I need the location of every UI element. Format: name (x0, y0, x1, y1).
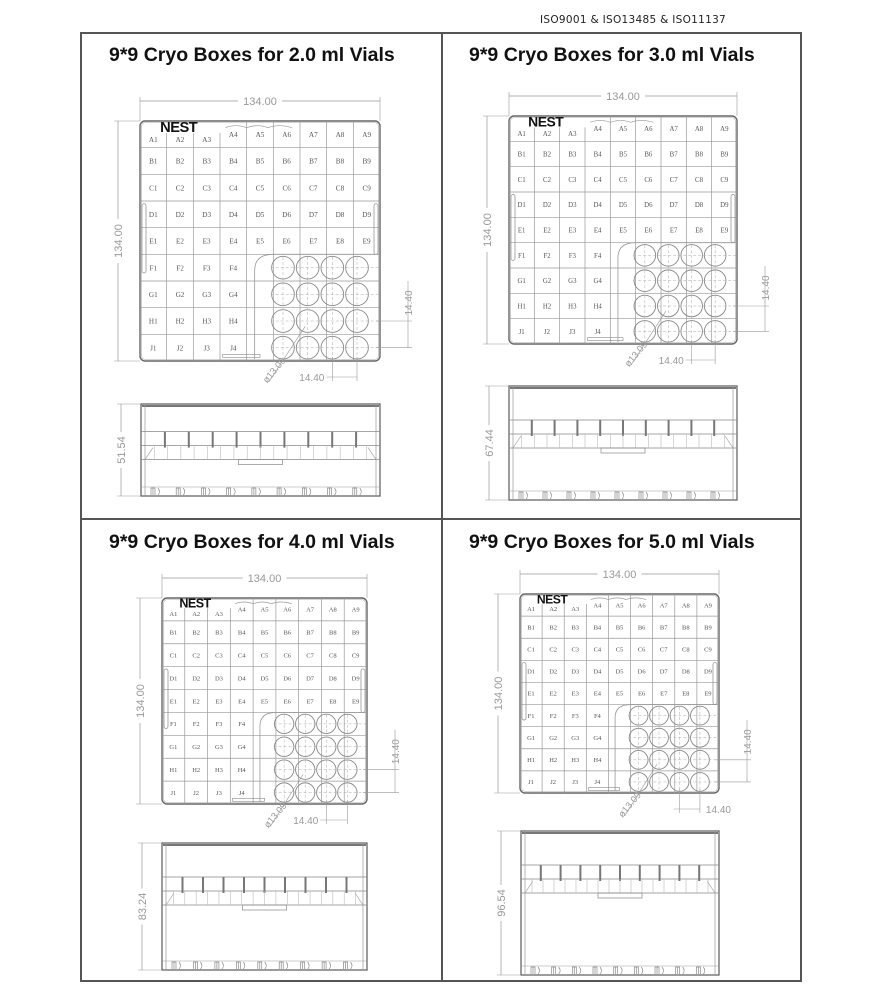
well-label: G1 (517, 278, 526, 286)
well-label: E8 (682, 690, 690, 698)
well-label: B3 (202, 157, 211, 166)
well-label: D4 (593, 668, 602, 676)
well-label: A7 (659, 602, 668, 610)
well-label: E2 (543, 227, 551, 235)
well-label: A4 (237, 606, 246, 614)
well-label: E2 (549, 690, 557, 698)
well-label: C5 (260, 652, 269, 660)
well-label: H2 (549, 757, 558, 765)
well-label: H2 (542, 303, 552, 311)
well-label: A5 (615, 602, 624, 610)
well-label: A4 (593, 126, 602, 134)
well-label: E8 (695, 227, 703, 235)
well-label: E5 (615, 690, 624, 698)
well-label: B9 (362, 157, 371, 166)
certification-caption: ISO9001 & ISO13485 & ISO11137 (540, 14, 727, 26)
well-label: C2 (549, 646, 557, 654)
well-label: A9 (362, 131, 372, 139)
well-label: C3 (568, 176, 577, 184)
brand-logo: NEST (160, 120, 198, 137)
well-label: B2 (543, 151, 551, 159)
well-label: A6 (644, 126, 653, 134)
depth-dimension: 134.00 (135, 684, 147, 718)
well-label: E6 (637, 690, 646, 698)
well-label: C5 (619, 176, 627, 184)
well-label: A9 (703, 602, 712, 610)
well-label: A7 (308, 131, 318, 139)
well-label: A1 (148, 135, 158, 144)
well-label: C3 (202, 184, 211, 193)
well-label: A4 (228, 131, 238, 139)
well-label: B2 (192, 629, 200, 637)
well-label: A4 (593, 602, 602, 610)
well-label: F3 (571, 712, 579, 720)
well-label: B9 (720, 151, 729, 159)
well-label: D4 (237, 675, 246, 683)
well-label: C1 (169, 652, 178, 660)
well-label: A3 (571, 606, 580, 614)
well-label: A9 (720, 126, 729, 134)
well-label: J4 (594, 328, 601, 336)
well-label: E7 (309, 237, 318, 246)
well-label: C3 (571, 646, 580, 654)
well-label: C4 (593, 646, 602, 654)
well-label: E4 (593, 227, 602, 235)
well-label: C2 (192, 652, 200, 660)
well-label: F4 (593, 712, 601, 720)
well-label: C2 (175, 184, 185, 193)
panel-title-4ml: 9*9 Cryo Boxes for 4.0 ml Vials (109, 531, 395, 553)
diameter-dimension: ø13.09 (262, 800, 290, 831)
panel-title-2ml: 9*9 Cryo Boxes for 2.0 ml Vials (109, 44, 395, 66)
well-label: E8 (336, 237, 344, 246)
width-dimension: 134.00 (247, 573, 282, 585)
well-label: C1 (527, 646, 535, 654)
well-label: D3 (568, 202, 577, 210)
well-label: A2 (549, 606, 558, 614)
well-label: H3 (214, 766, 223, 774)
well-label: D6 (644, 202, 653, 210)
well-label: D8 (681, 668, 690, 676)
well-label: C7 (306, 652, 314, 660)
pitch-vertical-dimension: 14.40 (391, 739, 402, 765)
well-label: D8 (328, 675, 337, 683)
well-label: D3 (571, 668, 580, 676)
well-label: G2 (542, 278, 552, 286)
well-label: J1 (150, 344, 157, 353)
well-label: F2 (176, 264, 184, 273)
well-label: B7 (309, 157, 318, 166)
well-label: E1 (517, 227, 526, 235)
well-label: G2 (192, 744, 201, 752)
well-label: G3 (568, 278, 577, 286)
well-label: A8 (694, 126, 704, 134)
well-label: C4 (237, 652, 246, 660)
well-label: D4 (593, 202, 602, 210)
pitch-vertical-dimension: 14.40 (743, 729, 754, 755)
well-label: E8 (329, 698, 337, 706)
well-label: G4 (228, 291, 238, 299)
well-label: C6 (283, 652, 292, 660)
pitch-horizontal-dimension: 14.40 (293, 816, 319, 827)
well-label: D5 (618, 202, 628, 210)
well-label: C5 (615, 646, 624, 654)
well-label: H2 (192, 766, 201, 774)
well-label: E2 (192, 698, 200, 706)
well-label: B8 (329, 629, 337, 637)
well-label: A3 (202, 135, 212, 144)
well-label: E3 (215, 698, 223, 706)
well-label: G3 (571, 734, 580, 742)
well-label: A7 (306, 606, 315, 614)
well-label: B5 (260, 629, 269, 637)
well-label: D7 (659, 668, 668, 676)
well-label: J3 (216, 789, 222, 797)
well-label: B6 (282, 157, 291, 166)
well-label: B2 (175, 157, 185, 166)
well-label: A8 (681, 602, 690, 610)
pitch-horizontal-dimension: 14.40 (658, 356, 684, 367)
well-label: G3 (202, 291, 212, 299)
well-label: E9 (704, 690, 712, 698)
well-label: E4 (593, 690, 602, 698)
well-label: G4 (237, 744, 246, 752)
brand-logo: NEST (536, 592, 568, 607)
well-label: H3 (568, 303, 577, 311)
well-label: B1 (169, 629, 178, 637)
well-label: G1 (527, 734, 536, 742)
well-label: D9 (720, 202, 729, 210)
well-label: J2 (176, 344, 184, 353)
well-label: A5 (260, 606, 269, 614)
well-label: D6 (282, 211, 292, 219)
well-label: D1 (148, 211, 158, 219)
well-label: J3 (569, 328, 576, 336)
well-label: F3 (202, 264, 211, 273)
well-label: G4 (593, 278, 602, 286)
well-label: C2 (543, 176, 551, 184)
panel-title-5ml: 9*9 Cryo Boxes for 5.0 ml Vials (469, 531, 755, 553)
well-label: D6 (283, 675, 292, 683)
well-label: C8 (329, 652, 337, 660)
well-label: E6 (282, 237, 291, 246)
well-label: H1 (148, 317, 158, 326)
well-label: D8 (694, 202, 704, 210)
well-label: A3 (214, 610, 223, 618)
well-label: A2 (192, 610, 201, 618)
well-label: G1 (169, 744, 178, 752)
well-label: H2 (175, 317, 185, 326)
well-label: E6 (644, 227, 653, 235)
well-label: A1 (527, 606, 536, 614)
well-label: E3 (571, 690, 579, 698)
well-label: B8 (682, 624, 690, 632)
well-label: J3 (203, 344, 210, 353)
well-label: A8 (335, 131, 345, 139)
well-label: D1 (169, 675, 178, 683)
well-label: B4 (593, 624, 602, 632)
well-label: J1 (170, 789, 177, 797)
well-label: G1 (148, 291, 158, 299)
well-label: D2 (175, 211, 185, 219)
depth-dimension: 134.00 (493, 676, 505, 711)
well-label: C8 (335, 184, 345, 193)
well-label: C1 (517, 176, 526, 184)
well-label: F1 (527, 712, 535, 720)
well-label: B7 (306, 629, 314, 637)
well-label: D2 (192, 675, 201, 683)
height-dimension: 51.54 (116, 436, 128, 464)
well-label: C8 (695, 176, 703, 184)
well-label: B5 (615, 624, 624, 632)
well-label: J1 (518, 328, 525, 336)
well-label: H3 (571, 757, 580, 765)
well-label: D5 (260, 675, 269, 683)
well-label: C6 (282, 184, 291, 193)
well-label: F1 (518, 252, 526, 260)
well-label: H1 (527, 757, 536, 765)
well-label: J2 (550, 779, 557, 787)
well-label: F2 (549, 712, 557, 720)
well-label: B9 (351, 629, 360, 637)
well-label: C1 (149, 184, 158, 193)
well-label: H4 (228, 317, 238, 326)
well-label: F3 (568, 252, 576, 260)
well-label: C7 (659, 646, 668, 654)
well-label: F2 (192, 721, 200, 729)
well-label: A9 (351, 606, 360, 614)
brand-logo: NEST (528, 113, 564, 130)
well-label: A5 (255, 131, 265, 139)
well-label: B9 (704, 624, 712, 632)
width-dimension: 134.00 (243, 96, 277, 108)
well-label: D7 (306, 675, 315, 683)
pitch-horizontal-dimension: 14.40 (299, 373, 325, 384)
well-label: B1 (527, 624, 535, 632)
well-label: E4 (229, 237, 238, 246)
well-label: H3 (202, 317, 212, 326)
well-label: B4 (593, 151, 602, 159)
well-label: F3 (215, 721, 223, 729)
well-label: F1 (169, 721, 177, 729)
pitch-vertical-dimension: 14.40 (404, 290, 415, 316)
well-label: A6 (637, 602, 646, 610)
well-label: E7 (669, 227, 678, 235)
well-label: E6 (283, 698, 291, 706)
well-label: E1 (149, 237, 158, 246)
well-label: D1 (517, 202, 526, 210)
well-label: C7 (669, 176, 678, 184)
well-label: G2 (549, 734, 558, 742)
well-label: C8 (682, 646, 690, 654)
well-label: H4 (593, 303, 602, 311)
well-label: B6 (283, 629, 292, 637)
well-label: B2 (549, 624, 557, 632)
well-label: J4 (230, 344, 237, 353)
panel-title-3ml: 9*9 Cryo Boxes for 3.0 ml Vials (469, 44, 755, 66)
well-label: B1 (517, 151, 526, 159)
height-dimension: 67.44 (484, 429, 496, 457)
well-label: E5 (619, 227, 627, 235)
well-label: D9 (362, 211, 372, 219)
well-label: E9 (720, 227, 729, 235)
well-label: D3 (202, 211, 212, 219)
well-label: C9 (704, 646, 712, 654)
well-label: A8 (328, 606, 337, 614)
well-label: A1 (517, 130, 526, 138)
well-label: E1 (527, 690, 535, 698)
well-label: E5 (256, 237, 264, 246)
well-label: E9 (351, 698, 360, 706)
well-label: E7 (660, 690, 668, 698)
well-label: D5 (615, 668, 624, 676)
well-label: B3 (215, 629, 223, 637)
well-label: F1 (149, 264, 158, 273)
well-label: H1 (517, 303, 526, 311)
well-label: D5 (255, 211, 265, 219)
well-label: D9 (351, 675, 360, 683)
well-label: D9 (703, 668, 712, 676)
well-label: B6 (637, 624, 646, 632)
diameter-dimension: ø13.09 (260, 355, 289, 386)
well-label: D8 (335, 211, 345, 219)
well-label: F4 (229, 264, 238, 273)
well-label: D7 (308, 211, 318, 219)
well-label: A6 (282, 131, 292, 139)
well-label: E1 (169, 698, 178, 706)
well-label: F2 (543, 252, 551, 260)
well-label: A2 (175, 135, 185, 144)
well-label: C4 (593, 176, 602, 184)
well-label: D4 (228, 211, 238, 219)
well-label: D7 (669, 202, 678, 210)
well-label: F4 (594, 252, 602, 260)
well-label: E9 (362, 237, 371, 246)
diameter-dimension: ø13.09 (616, 790, 644, 820)
well-label: B5 (255, 157, 265, 166)
brand-logo: NEST (179, 596, 211, 611)
well-label: C5 (255, 184, 265, 193)
well-label: H1 (169, 766, 178, 774)
well-label: B3 (571, 624, 580, 632)
width-dimension: 134.00 (606, 91, 640, 103)
well-label: J1 (528, 779, 534, 787)
well-label: D3 (214, 675, 223, 683)
well-label: J4 (238, 789, 245, 797)
depth-dimension: 134.00 (482, 213, 494, 247)
height-dimension: 96.54 (496, 889, 508, 917)
well-label: E3 (568, 227, 577, 235)
well-label: D1 (527, 668, 536, 676)
well-label: B1 (149, 157, 158, 166)
well-label: E4 (238, 698, 246, 706)
diameter-dimension: ø13.09 (622, 339, 651, 370)
well-label: A6 (283, 606, 292, 614)
well-label: A7 (669, 126, 678, 134)
well-label: B4 (237, 629, 246, 637)
well-label: B8 (695, 151, 703, 159)
well-label: C3 (215, 652, 223, 660)
well-label: B8 (335, 157, 345, 166)
well-label: C4 (229, 184, 238, 193)
well-label: B7 (669, 151, 678, 159)
well-label: A1 (169, 610, 178, 618)
well-label: B7 (659, 624, 668, 632)
well-label: E5 (260, 698, 269, 706)
well-label: B4 (229, 157, 238, 166)
well-label: C9 (362, 184, 371, 193)
depth-dimension: 134.00 (113, 224, 125, 258)
well-label: F4 (238, 721, 246, 729)
well-label: C6 (637, 646, 646, 654)
well-label: B3 (568, 151, 577, 159)
well-label: A3 (568, 130, 577, 138)
well-label: E7 (306, 698, 314, 706)
well-label: B5 (619, 151, 627, 159)
pitch-horizontal-dimension: 14.40 (705, 805, 731, 816)
well-label: B6 (644, 151, 653, 159)
well-label: E3 (202, 237, 211, 246)
well-label: J2 (543, 328, 551, 336)
well-label: A5 (618, 126, 628, 134)
well-label: C9 (720, 176, 729, 184)
width-dimension: 134.00 (602, 569, 637, 581)
well-label: C9 (351, 652, 360, 660)
well-label: J4 (594, 779, 601, 787)
well-label: G2 (175, 291, 185, 299)
well-label: J2 (193, 789, 200, 797)
well-label: D2 (549, 668, 558, 676)
well-label: G4 (593, 734, 602, 742)
well-label: A2 (542, 130, 552, 138)
height-dimension: 83.24 (137, 892, 149, 921)
pitch-vertical-dimension: 14.40 (761, 275, 772, 301)
well-label: D2 (542, 202, 552, 210)
well-label: G3 (214, 744, 223, 752)
well-label: H4 (593, 757, 602, 765)
well-label: H4 (237, 766, 246, 774)
well-label: D6 (637, 668, 646, 676)
well-label: E2 (176, 237, 184, 246)
well-label: J3 (572, 779, 579, 787)
well-label: C6 (644, 176, 653, 184)
well-label: C7 (309, 184, 318, 193)
